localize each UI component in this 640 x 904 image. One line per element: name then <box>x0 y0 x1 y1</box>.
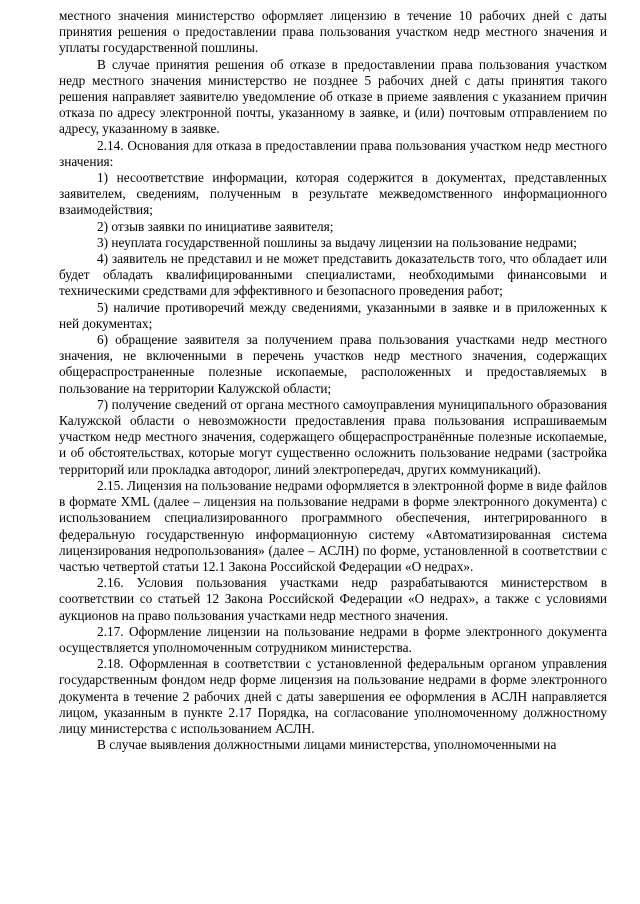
paragraph-continuation: местного значения министерство оформляет лицензию в течение 10 рабочих дней с даты принятия решения о предоставлении права пользования участком недр местного значения и уплаты государственной пошлины. <box>59 8 607 56</box>
list-item-3: 3) неуплата государственной пошлины за выдачу лицензии на пользование недрами; <box>97 234 577 250</box>
paragraph-2-18: 2.18. Оформленная в соответствии с установленной федеральным органом управления государственным фондом недр форме лицензия на пользование недрами в форме электронного документа в течение 2 рабочих дней с даты завершения ее оформления в АСЛН направляется лицом, указанным в пункте 2.17 Порядка, на согласование уполномоченному должностному лицу министерства с использованием АСЛН. <box>59 656 607 736</box>
list-item-4: 4) заявитель не представил и не может представить доказательств того, что обладает или будет обладать квалифицированными специалистами, необходимыми финансовыми и техническими средствами для эффективного и безопасного проведения работ; <box>59 251 607 299</box>
paragraph-2-16: 2.16. Условия пользования участками недр разрабатываются министерством в соответствии со статьей 12 Закона Российской Федерации «О недрах», а также с условиями аукционов на право пользования участками недр местного значения. <box>59 575 607 623</box>
paragraph-2-15: 2.15. Лицензия на пользование недрами оформляется в электронной форме в виде файлов в формате XML (далее – лицензия на пользование недрами в форме электронного документа) с использованием специализированного программного обеспечения, интегрированного в федеральную государственную информационную систему «Автоматизированная система лицензирования недропользования» (далее – АСЛН) по форме, установленной в соответствии с частью четвертой статьи 12.1 Закона Российской Федерации «О недрах». <box>59 477 607 574</box>
list-item-1: 1) несоответствие информации, которая содержится в документах, представленных заявителем, сведениям, полученным в результате межведомственного информационного взаимодействия; <box>59 170 607 218</box>
list-item-7: 7) получение сведений от органа местного самоуправления муниципального образования Калужской области о невозможности предоставления права пользования испрашиваемым участком недр местного значения, содержащего общераспространённые полезные ископаемые, и об обстоятельствах, которые могут существенно осложнить пользование недрами (застройка территорий или прокладка автодорог, линий электропередач, других коммуникаций). <box>59 396 607 477</box>
list-item-6: 6) обращение заявителя за получением права пользования участками недр местного значения, не включенными в перечень участков недр местного значения, содержащих общераспространенные полезные ископаемые, расположенных и предоставляемых в пользование на территории Калужской области; <box>59 332 607 396</box>
list-item-5: 5) наличие противоречий между сведениями, указанными в заявке и в приложенных к ней документах; <box>59 299 607 331</box>
paragraph-2-14-heading: 2.14. Основания для отказа в предоставлении права пользования участком недр местного значения: <box>59 137 607 169</box>
paragraph-refusal-notice: В случае принятия решения об отказе в предоставлении права пользования участком недр местного значения министерство не позднее 5 рабочих дней с даты принятия такого решения направляет заявителю уведомление об отказе в приеме заявления с указанием причин отказа по адресу электронной почты, указанному в заявке, и (или) почтовым отправлением по адресу, указанному в заявке. <box>59 56 607 137</box>
list-item-2: 2) отзыв заявки по инициативе заявителя; <box>97 218 334 234</box>
paragraph-2-17: 2.17. Оформление лицензии на пользование недрами в форме электронного документа осуществляется уполномоченным сотрудником министерства. <box>59 623 607 655</box>
paragraph-trailing: В случае выявления должностными лицами министерства, уполномоченными на <box>97 737 557 753</box>
